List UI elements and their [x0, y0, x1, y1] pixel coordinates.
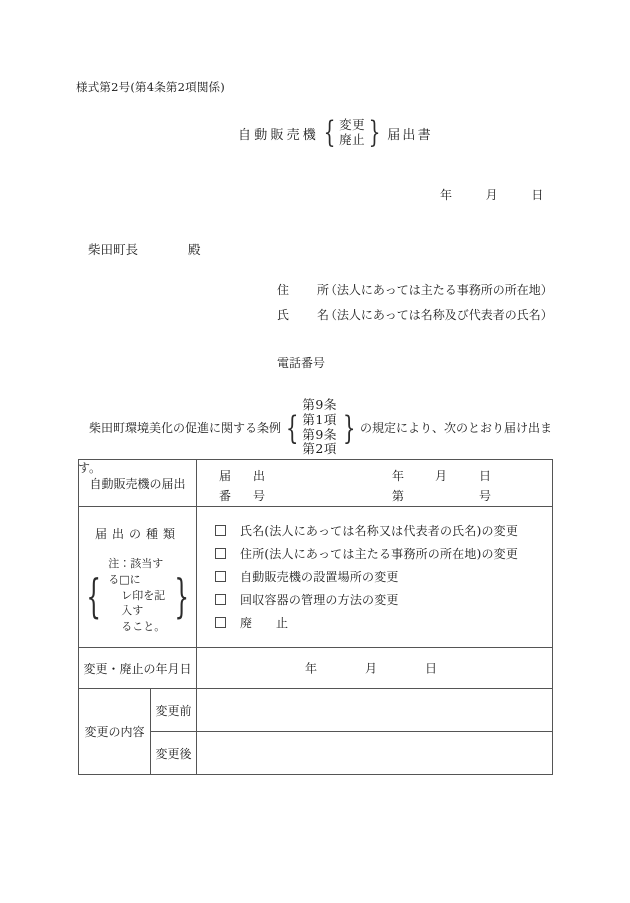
applicant-address-row	[277, 278, 553, 303]
note-line-2: レ印を記入す	[121, 588, 166, 618]
notification-go-label: 号	[479, 489, 492, 503]
row-change-date-label: 変更・廃止の年月日	[79, 648, 197, 689]
row-notification-body	[197, 460, 553, 507]
change-date-fields	[197, 648, 552, 688]
date-day-label: 日	[531, 188, 544, 202]
checkbox-item-abolition[interactable]	[215, 614, 552, 631]
applicant-address-note: （法人にあっては主たる事務所の所在地）	[324, 283, 553, 297]
row-change-before-label: 変更前	[151, 689, 197, 732]
notification-dai-label: 第	[392, 489, 405, 503]
ordinance-brace-right-icon: }	[342, 408, 356, 447]
ordinance-brace-group	[282, 398, 359, 457]
change-date-month-label: 月	[365, 661, 378, 676]
checkbox-item-name-change[interactable]	[215, 522, 552, 539]
row-change-contents-label: 変更の内容	[79, 689, 151, 775]
applicant-name-row	[277, 303, 553, 328]
row-notification-label: 自動販売機の届出	[79, 460, 197, 507]
title-brace-item-abolish: 廃止	[339, 132, 366, 147]
date-year-label: 年	[440, 188, 453, 202]
table-row-change-date	[79, 648, 553, 689]
note-brace-left-icon: {	[86, 568, 101, 623]
title-brace-items	[339, 118, 365, 148]
brace-right-icon: }	[368, 115, 381, 150]
table-row-change-before	[79, 689, 553, 732]
ordinance-brace-items	[302, 398, 338, 457]
ordinance-brace-item-1: 第9条第1項	[302, 397, 337, 427]
addressee-honorific: 殿	[187, 242, 201, 257]
kind-checkbox-list	[197, 507, 552, 647]
document-title	[238, 115, 433, 150]
checkbox-label: 氏名(法人にあっては名称又は代表者の氏名)の変更	[240, 524, 519, 538]
checkbox-icon[interactable]	[215, 617, 226, 628]
title-brace-item-change: 変更	[339, 117, 366, 133]
notification-month-label: 月	[435, 469, 448, 483]
note-line-1: 注：該当する□に	[108, 556, 164, 586]
row-change-before-value[interactable]	[197, 689, 553, 732]
title-lead-text: 自動販売機	[238, 127, 320, 143]
checkbox-item-address-change[interactable]	[215, 545, 552, 562]
addressee	[88, 240, 201, 258]
ordinance-tail-text: の規定により、次のとおり届け出ま	[359, 421, 552, 435]
notification-number-fields	[197, 460, 552, 506]
applicant-phone-label: 電話番号	[277, 356, 326, 370]
addressee-name: 柴田町長	[88, 242, 139, 257]
date-line	[440, 186, 543, 203]
row-kind-body	[197, 507, 553, 648]
row-kind-label: 届出の種類	[95, 526, 181, 541]
applicant-block	[277, 278, 553, 328]
ordinance-main-row	[78, 398, 552, 457]
note-brace-right-icon: }	[174, 568, 189, 623]
row-kind-label-cell	[79, 507, 197, 648]
change-date-year-label: 年	[305, 661, 318, 676]
change-date-day-label: 日	[425, 661, 438, 676]
note-line-3: ること。	[121, 620, 166, 634]
brace-left-icon: {	[323, 115, 336, 150]
row-change-date-body[interactable]	[197, 648, 553, 689]
notification-line1-label: 届 出	[219, 469, 271, 483]
checkbox-icon[interactable]	[215, 594, 226, 605]
notification-day-label: 日	[479, 469, 492, 483]
ordinance-tail-row: す。	[78, 461, 102, 475]
row-change-after-label: 変更後	[151, 732, 197, 775]
ordinance-brace-left-icon: {	[285, 408, 299, 447]
checkbox-label: 自動販売機の設置場所の変更	[240, 570, 399, 584]
checkbox-label: 住所(法人にあっては主たる事務所の所在地)の変更	[240, 547, 519, 561]
applicant-name-label: 氏 名	[277, 308, 338, 322]
row-change-after-value[interactable]	[197, 732, 553, 775]
applicant-name-note: （法人にあっては名称及び代表者の氏名）	[324, 308, 553, 322]
checkbox-icon[interactable]	[215, 571, 226, 582]
table-row-notification	[79, 460, 553, 507]
table-row-change-after	[79, 732, 553, 775]
notification-year-label: 年	[392, 469, 405, 483]
notification-line2-label: 番 号	[219, 489, 271, 503]
ordinance-lead-text: 柴田町環境美化の促進に関する条例	[89, 421, 282, 435]
row-kind-note	[79, 556, 196, 636]
checkbox-item-location-change[interactable]	[215, 568, 552, 585]
title-brace-group	[320, 115, 384, 150]
applicant-address-label: 住 所	[277, 283, 338, 297]
checkbox-icon[interactable]	[215, 525, 226, 536]
title-tail-text: 届出書	[387, 127, 433, 143]
notification-table	[78, 459, 553, 775]
checkbox-item-container-management-change[interactable]	[215, 591, 552, 608]
note-lines	[108, 556, 166, 636]
checkbox-label: 回収容器の管理の方法の変更	[240, 593, 399, 607]
date-month-label: 月	[485, 188, 498, 202]
checkbox-icon[interactable]	[215, 548, 226, 559]
table-row-kind	[79, 507, 553, 648]
form-number: 様式第2号(第4条第2項関係)	[76, 80, 225, 94]
checkbox-label: 廃 止	[240, 616, 295, 630]
ordinance-brace-item-2: 第9条第2項	[302, 426, 337, 457]
